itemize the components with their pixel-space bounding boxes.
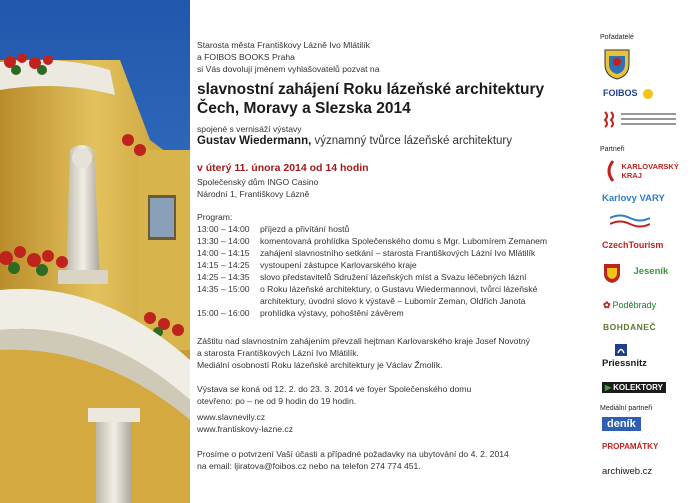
building-photo: [0, 0, 190, 503]
link-frantiskovy-lazne[interactable]: www.frantiskovy-lazne.cz: [197, 424, 293, 434]
propamatky-logo: PROPAMÁTKY: [602, 442, 659, 451]
arrow-icon: ▶: [605, 383, 612, 392]
program-item: 14:15 – 14:25 vystoupení zástupce Karlovarského kraje: [197, 260, 417, 270]
intro-line-3: si Vás dovolují jménem vyhlašovatelů pozvat na: [197, 64, 380, 74]
exhibition-desc: významný tvůrce lázeňské architektury: [311, 135, 512, 147]
exhibition-line: [197, 135, 512, 148]
link-slavnevily[interactable]: www.slavnevily.cz: [197, 412, 266, 422]
region-emblem-icon: [603, 159, 617, 183]
event-address: Národní 1, Františkovy Lázně: [197, 189, 310, 199]
exhibition-duration: Výstava se koná od 12. 2. do 23. 3. 2014 ve foyer Společenského domu: [197, 384, 472, 394]
jesenik-row: [603, 262, 668, 289]
flower-icon: ✿: [603, 300, 611, 310]
program-item: 13:00 – 14:00 příjezd a přivítání hostů: [197, 224, 350, 234]
patronage-line-3: Mediální osobností Roku lázeňské architektury je Václav Žmolík.: [197, 360, 443, 370]
event-date: v úterý 11. února 2014 od 14 hodin: [197, 162, 369, 174]
intro-line-2: a FOIBOS BOOKS Praha: [197, 52, 295, 62]
title-line-2: Čech, Moravy a Slezska 2014: [197, 100, 411, 117]
waves-icon: [610, 213, 650, 229]
program-item: 15:00 – 16:00 prohlídka výstavy, pohoštění závěrem: [197, 308, 404, 318]
kolektory-logo: ▶ KOLEKTORY: [602, 382, 666, 393]
exhibition-name: Gustav Wiedermann,: [197, 135, 312, 147]
program-item: 14:35 – 15:00 o Roku lázeňské architektury, o Gustavu Wiedermannovi, tvůrci lázeňské: [197, 284, 538, 294]
sponsor-sidebar: [600, 0, 700, 503]
priessnitz-logo: Priessnitz: [602, 358, 647, 369]
city-shield-icon: [603, 262, 621, 284]
program-item: architektury, úvodní slovo k výstavě – Lubomír Zeman, Oldřich Janota: [260, 296, 526, 306]
program-item: 13:30 – 14:00 komentovaná prohlídka Společenského domu s Mgr. Lubomírem Zemanem: [197, 236, 548, 246]
organizers-heading: Pořadatelé: [600, 34, 634, 41]
intro-line-1: Starosta města Františkovy Lázně Ivo Mlátilík: [197, 40, 370, 50]
partners-heading: Partneři: [600, 146, 625, 153]
karlovy-vary-logo: Karlovy VARY: [602, 193, 665, 204]
bohdanec-logo: BOHDANEČ: [603, 322, 657, 332]
spa-text-lines-icon: [621, 110, 676, 128]
spa-association-logo: [603, 110, 676, 133]
event-venue: Společenský dům INGO Casino: [197, 177, 319, 187]
spa-landscape-logo: [610, 213, 650, 234]
denik-logo: deník: [602, 417, 641, 431]
opening-hours: otevřeno: po – ne od 9 hodin do 19 hodin.: [197, 396, 357, 406]
foibos-logo: FOIBOS: [603, 88, 653, 99]
patronage-line-2: a starosta Františkových Lázní Ivo Mlátilík.: [197, 348, 359, 358]
exhibition-prefix: spojené s vernisáží výstavy: [197, 124, 302, 134]
program-heading: Program:: [197, 212, 233, 222]
title-line-1: slavnostní zahájení Roku lázeňské architektury: [197, 81, 545, 98]
rsvp-line-2: na email: ljiratova@foibos.cz nebo na telefon 274 774 451.: [197, 461, 421, 471]
crest-icon: [603, 48, 631, 80]
rsvp-line-1: Prosíme o potvrzení Vaší účasti a případné požadavky na ubytování do 4. 2. 2014: [197, 449, 509, 459]
karlovarsky-kraj-logo: KARLOVARSKÝ KRAJ: [603, 159, 679, 188]
spa-emblem-icon: [603, 110, 615, 128]
sun-icon: [643, 89, 653, 99]
jesenik-logo: Jeseník: [633, 266, 669, 277]
fountain-icon: [614, 343, 628, 357]
archiweb-logo: archiweb.cz: [602, 466, 653, 477]
czechtourism-logo: CzechTourism: [602, 240, 664, 250]
city-crest-logo: [603, 48, 631, 85]
program-item: 14:25 – 14:35 slovo představitelů Sdružení lázeňských míst a Svazu léčebných lázní: [197, 272, 527, 282]
villa-facade-image: [0, 0, 190, 503]
media-partners-heading: Mediální partneři: [600, 405, 653, 412]
podebrady-logo: ✿ Poděbrady: [603, 300, 657, 310]
program-item: 14:00 – 14:15 zahájení slavnostního setkání – starosta Františkových Lázní Ivo Mlátilík: [197, 248, 536, 258]
patronage-line-1: Záštitu nad slavnostním zahájením převzali hejtman Karlovarského kraje Josef Novotný: [197, 336, 530, 346]
